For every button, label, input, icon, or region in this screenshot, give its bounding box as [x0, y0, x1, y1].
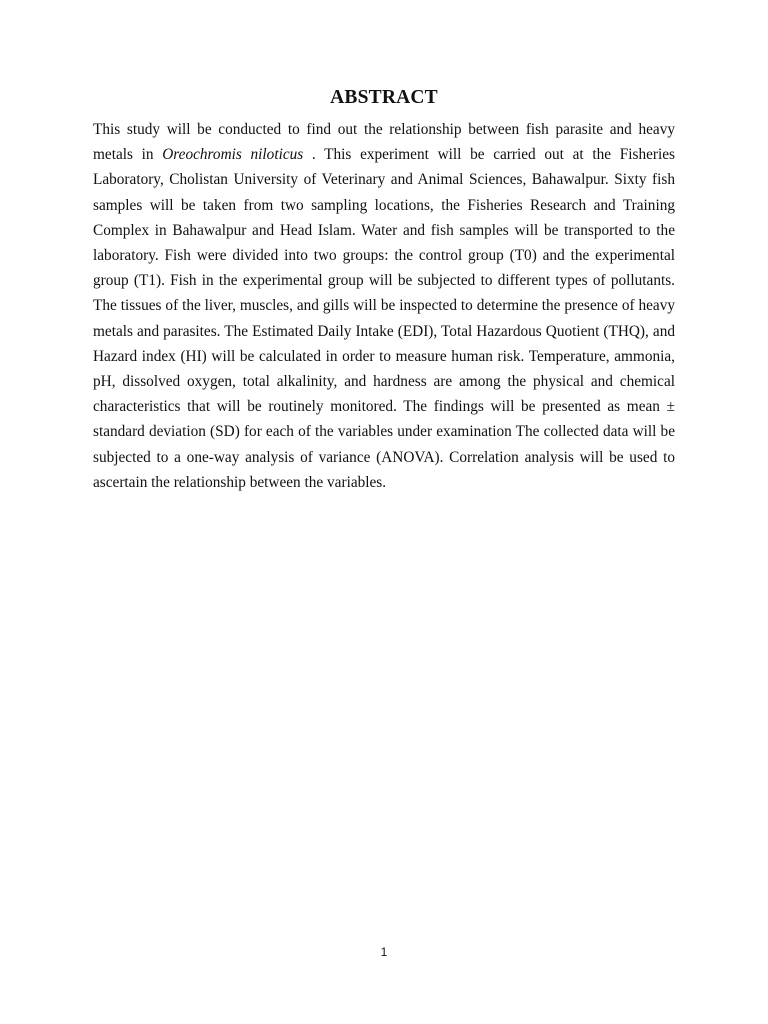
abstract-text-body: . This experiment will be carried out at the Fisheries Laboratory, Cholistan University of Veterinary and Animal Sciences, Bahawalpur. Sixty fish samples will be taken from two sampling locations, the Fisheries Research and Training Complex in Bahawalpur and Head Islam. Water and fish samples will be transported to the laboratory. Fish were divided into two groups: the control group (T0) and the experimental group (T1). Fish in the experimental group will be subjected to different types of pollutants. The tissues of the liver, muscles, and gills will be inspected to determine the presence of heavy metals and parasites. The Estimated Daily Intake (EDI), Total Hazardous Quotient (THQ), and Hazard index (HI) will be calculated in order to measure human risk. Temperature, ammonia, pH, dissolved oxygen, total alkalinity, and hardness are among the physical and chemical characteristics that will be routinely monitored. The findings will be presented as mean ± standard deviation (SD) for each of the variables under examination The collected data will be subjected to a one-way analysis of variance (ANOVA). Correlation analysis will be used to ascertain the relationship between the variables.: [93, 146, 675, 491]
abstract-paragraph: [93, 117, 675, 495]
page-number: 1: [380, 945, 388, 959]
species-name: Oreochromis niloticus: [162, 146, 304, 164]
abstract-text-intro: This study will be conducted to find out the relationship between fish parasite and heavy metals in: [93, 121, 675, 164]
abstract-title: ABSTRACT: [330, 87, 438, 108]
